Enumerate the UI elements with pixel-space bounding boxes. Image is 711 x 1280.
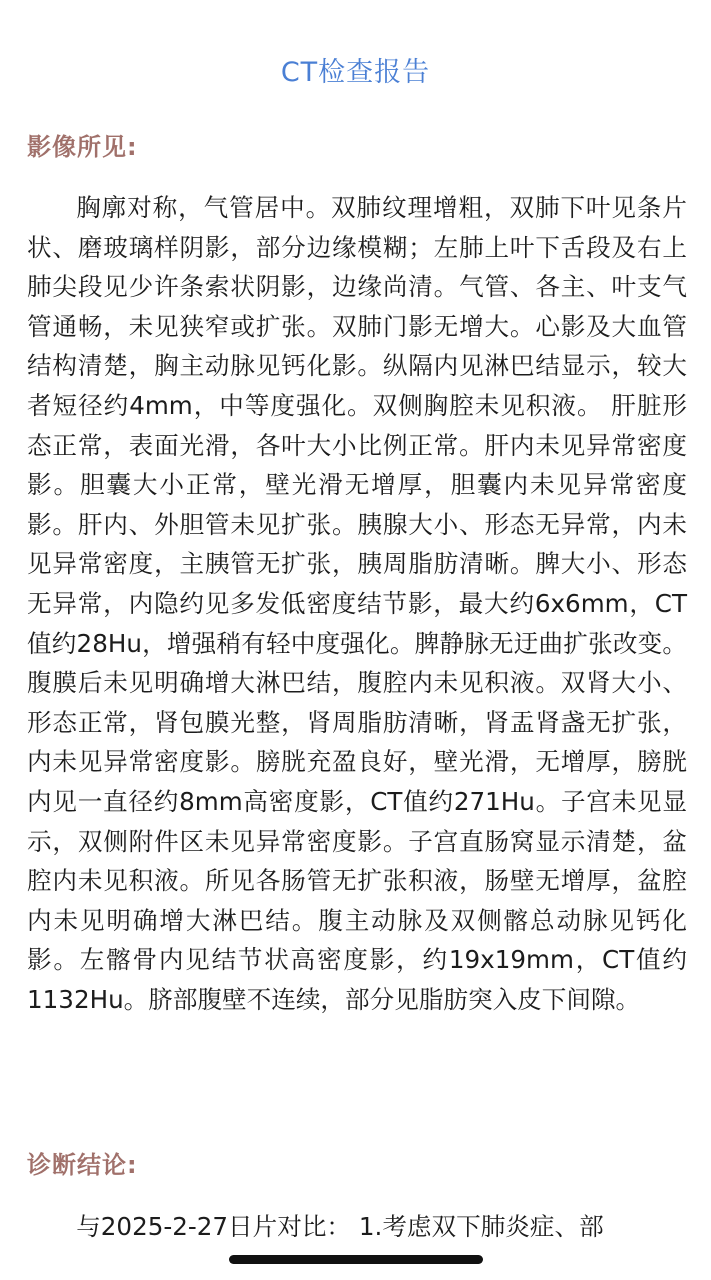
findings-heading: 影像所见: — [27, 133, 138, 161]
conclusion-text: 与2025-2-27日片对比： 1.考虑双下肺炎症、部 — [76, 1212, 604, 1241]
findings-text: 胸廓对称，气管居中。双肺纹理增粗，双肺下叶见条片状、磨玻璃样阴影，部分边缘模糊；左肺上叶下舌段及右上肺尖段见少许条索状阴影，边缘尚清。气管、各主、叶支气管通畅，未见狭窄或扩张。双肺门影无增大。心影及大血管结构清楚，胸主动脉见钙化影。纵隔内见淋巴结显示，较大者短径约4mm，中等度强化。双侧胸腔未见积液。 肝脏形态正常，表面光滑，各叶大小比例正常。肝内未见异常密度影。胆囊大小正常，壁光滑无增厚，胆囊内未见异常密度影。肝内、外胆管未见扩张。胰腺大小、形态无异常，内未见异常密度，主胰管无扩张，胰周脂肪清晰。脾大小、形态无异常，内隐约见多发低密度结节影，最大约6x6mm，CT值约28Hu，增强稍有轻中度强化。脾静脉无迂曲扩张改变。腹膜后未见明确增大淋巴结，腹腔内未见积液。双肾大小、形态正常，肾包膜光整，肾周脂肪清晰，肾盂肾盏无扩张，内未见异常密度影。膀胱充盈良好，壁光滑，无增厚，膀胱内见一直径约8mm高密度影，CT值约271Hu。子宫未见显示，双侧附件区未见异常密度影。子宫直肠窝显示清楚，盆腔内未见积液。所见各肠管无扩张积液，肠壁无增厚，盆腔内未见明确增大淋巴结。腹主动脉及双侧髂总动脉见钙化影。左髂骨内见结节状高密度影，约19x19mm，CT值约1132Hu。脐部腹壁不连续，部分见脂肪突入皮下间隙。 — [27, 193, 687, 1014]
home-indicator[interactable] — [229, 1255, 483, 1264]
report-title: CT检查报告 — [280, 57, 431, 88]
conclusion-heading: 诊断结论: — [27, 1151, 138, 1179]
